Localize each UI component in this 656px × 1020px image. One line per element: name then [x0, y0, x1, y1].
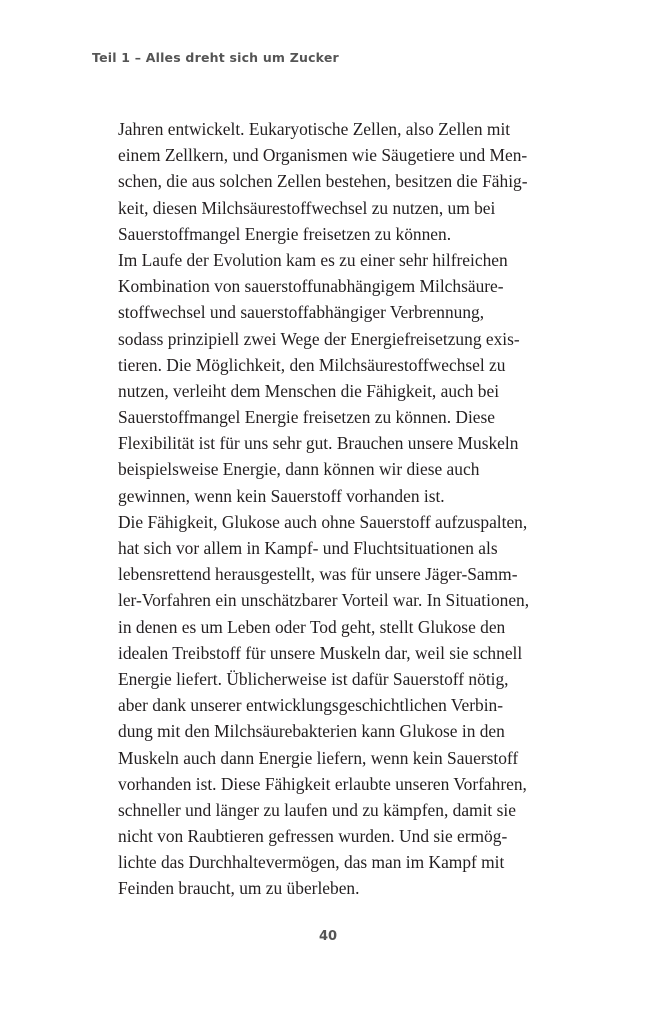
text-line: Die Fähigkeit, Glukose auch ohne Sauerstoff aufzuspalten,	[118, 511, 528, 532]
text-line: keit, diesen Milchsäurestoffwechsel zu nutzen, um bei	[118, 197, 496, 218]
text-line: tieren. Die Möglichkeit, den Milchsäurestoffwechsel zu	[118, 354, 506, 375]
text-line: Sauerstoffmangel Energie freisetzen zu können. Diese	[118, 407, 495, 428]
page-number: 40	[318, 929, 338, 944]
text-line: Kombination von sauerstoffunabhängigem Milchsäure-	[118, 276, 504, 297]
text-line: aber dank unserer entwicklungsgeschichtlichen Verbin-	[118, 695, 504, 716]
text-line: hat sich vor allem in Kampf- und Fluchtsituationen als	[118, 538, 498, 558]
text-line: Feinden braucht, um zu überleben.	[118, 878, 360, 899]
text-line: beispielsweise Energie, dann können wir diese auch	[118, 459, 480, 480]
text-line: einem Zellkern, und Organismen wie Säugetiere und Men-	[118, 145, 528, 166]
text-line: Energie liefert. Üblicherweise ist dafür Sauerstoff nötig,	[118, 668, 509, 689]
text-line: in denen es um Leben oder Tod geht, stellt Glukose den	[118, 616, 506, 637]
text-line: Flexibilität ist für uns sehr gut. Brauchen unsere Muskeln	[118, 433, 519, 454]
text-line: nutzen, verleiht dem Menschen die Fähigkeit, auch bei	[118, 380, 500, 401]
text-line: dung mit den Milchsäurebakterien kann Glukose in den	[118, 721, 505, 742]
text-line: idealen Treibstoff für unsere Muskeln dar, weil sie schnell	[118, 642, 523, 663]
running-head: Teil 1 – Alles dreht sich um Zucker	[92, 50, 339, 65]
text-line: Sauerstoffmangel Energie freisetzen zu können.	[118, 223, 452, 244]
text-line: schen, die aus solchen Zellen bestehen, besitzen die Fähig-	[118, 171, 528, 192]
text-line: Muskeln auch dann Energie liefern, wenn kein Sauerstoff	[118, 747, 519, 768]
text-line: stoffwechsel und sauerstoffabhängiger Verbrennung,	[118, 302, 485, 323]
text-line: Im Laufe der Evolution kam es zu einer sehr hilfreichen	[118, 249, 508, 270]
text-line: sodass prinzipiell zwei Wege der Energiefreisetzung exis-	[118, 328, 520, 349]
text-line: gewinnen, wenn kein Sauerstoff vorhanden ist.	[118, 485, 445, 506]
text-line: vorhanden ist. Diese Fähigkeit erlaubte unseren Vorfahren,	[118, 773, 527, 794]
text-line: lichte das Durchhaltevermögen, das man im Kampf mit	[118, 852, 505, 873]
text-line: Jahren entwickelt. Eukaryotische Zellen, also Zellen mit	[118, 119, 511, 139]
body-text	[118, 116, 558, 902]
text-line: nicht von Raubtieren gefressen wurden. Und sie ermög-	[118, 826, 508, 847]
text-line: ler-Vorfahren ein unschätzbarer Vorteil war. In Situationen,	[118, 590, 530, 611]
text-line: lebensrettend herausgestellt, was für unsere Jäger-Samm-	[118, 564, 518, 585]
text-line: schneller und länger zu laufen und zu kämpfen, damit sie	[118, 799, 516, 820]
